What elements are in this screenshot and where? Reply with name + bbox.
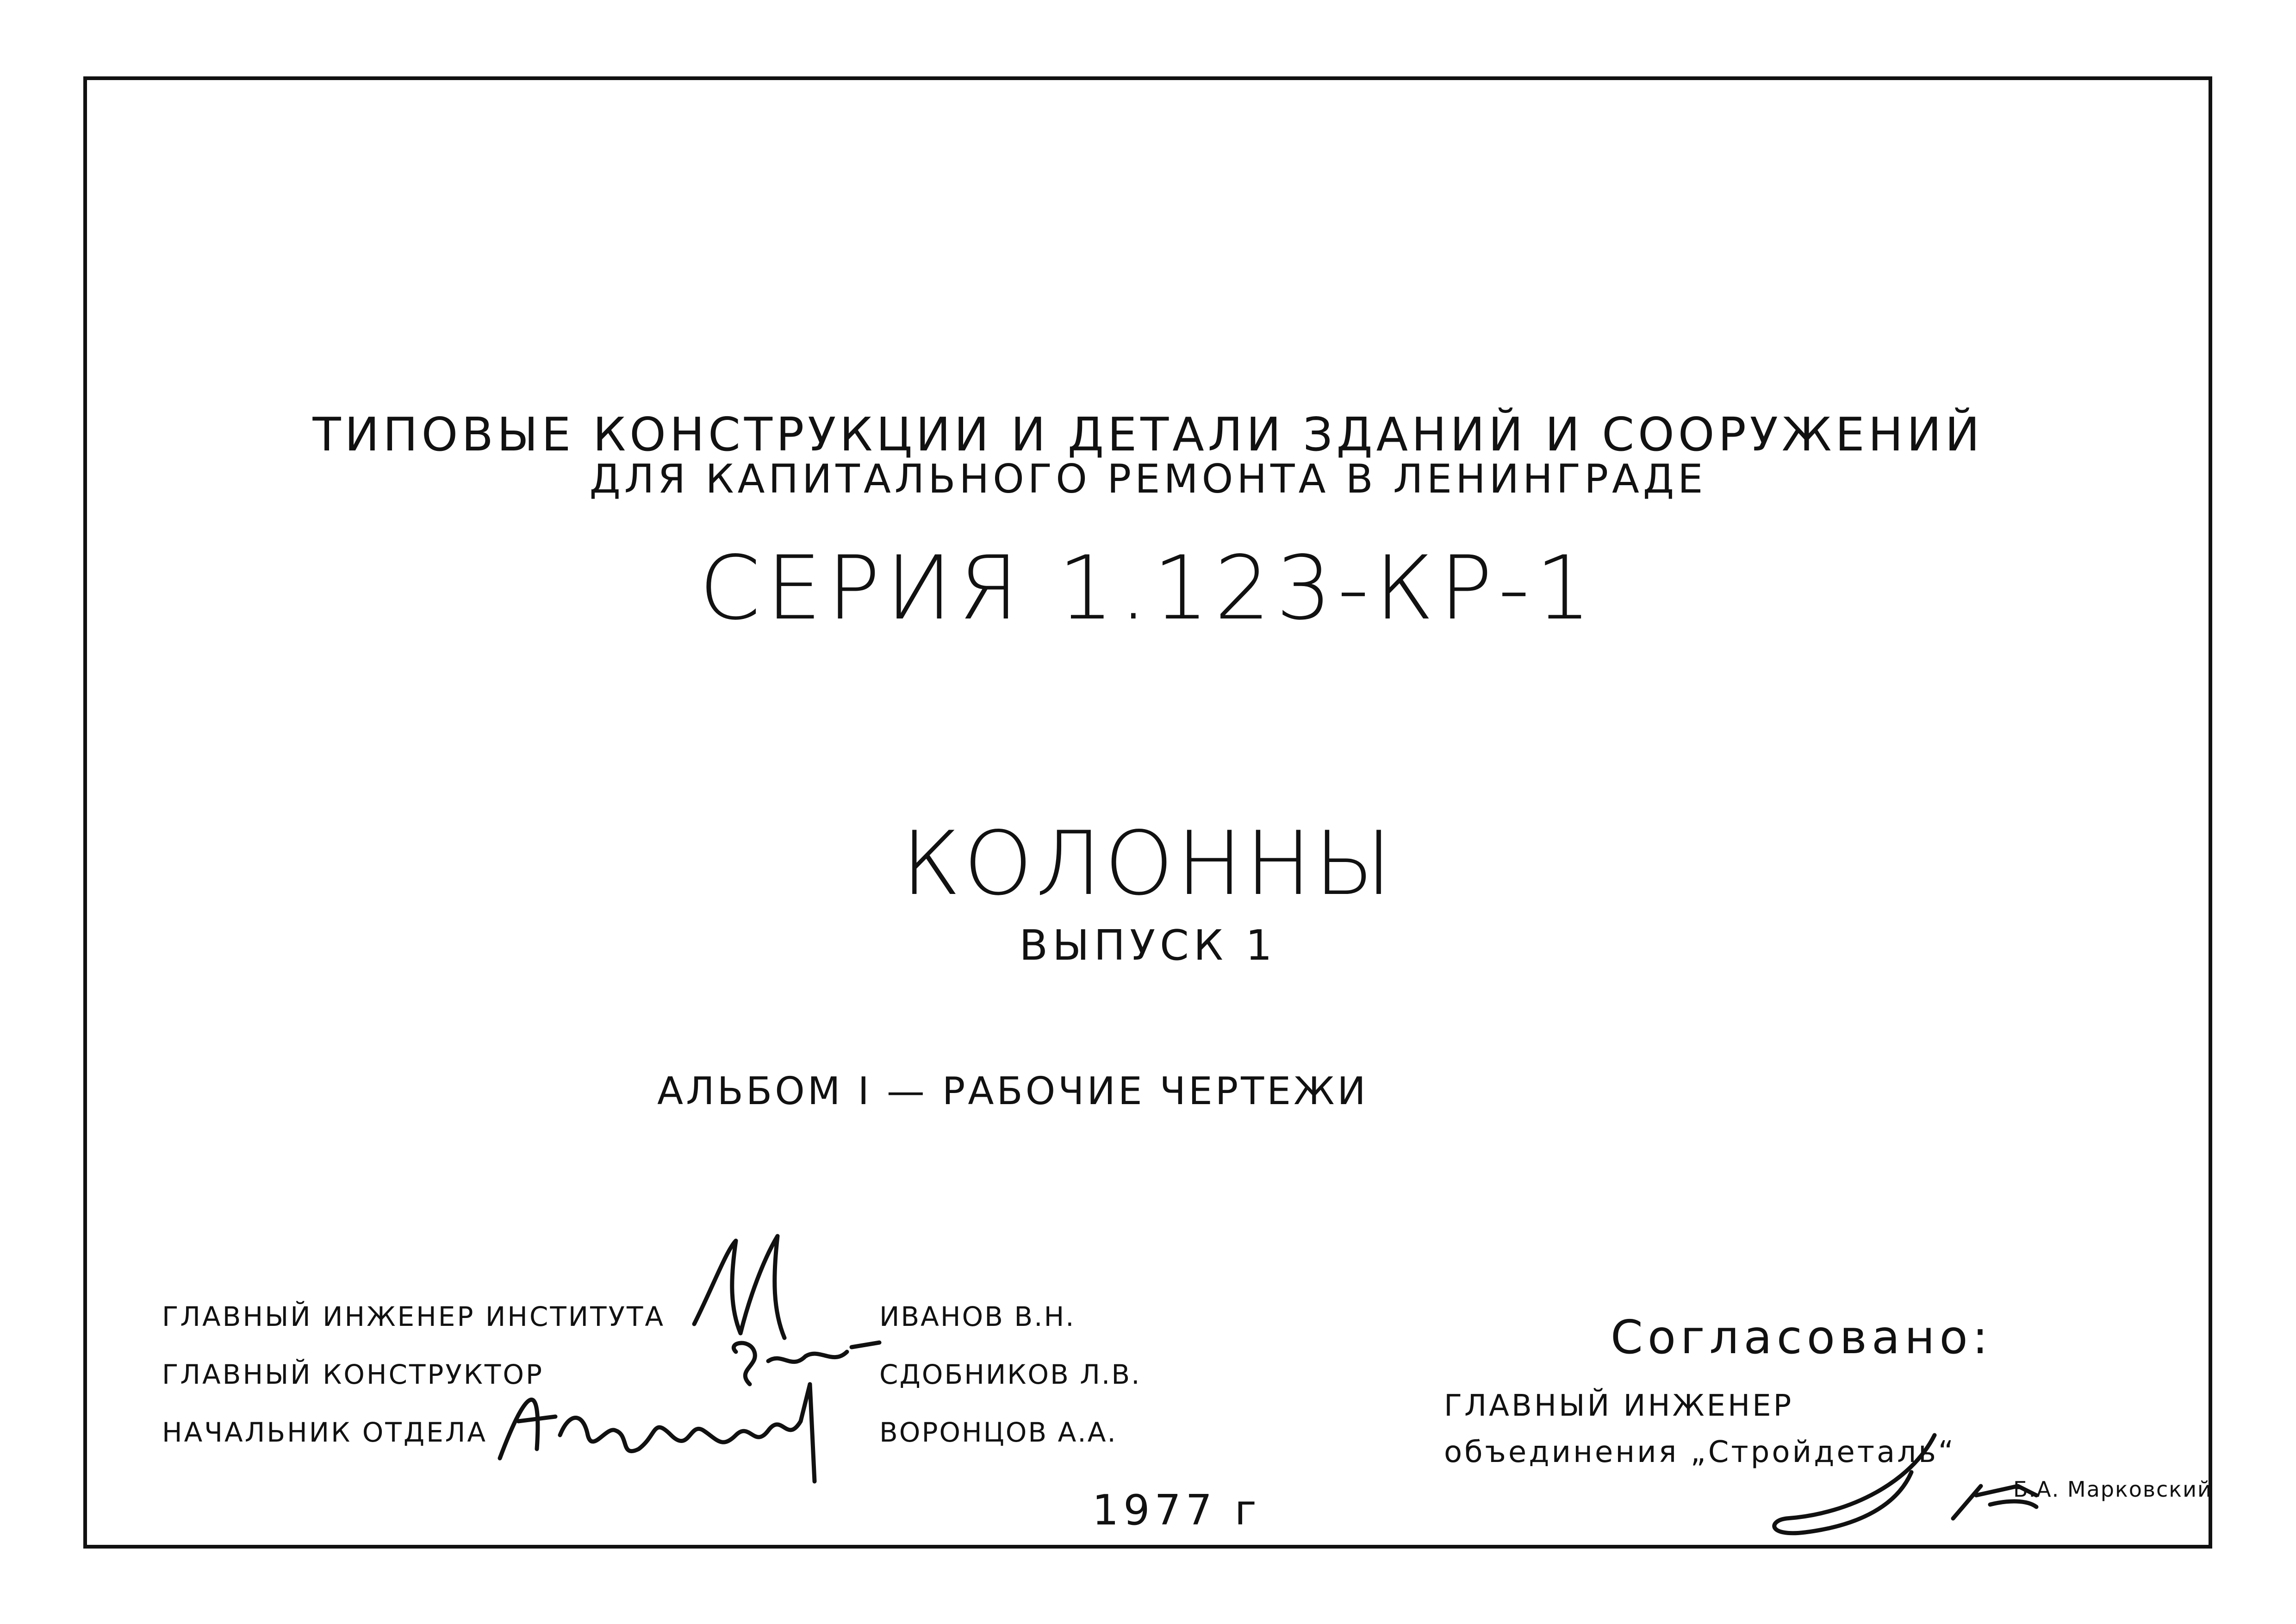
- signature-role-chief-designer: ГЛАВНЫЙ КОНСТРУКТОР: [162, 1359, 544, 1390]
- series-title: СЕРИЯ 1.123-КР-1: [699, 537, 1597, 639]
- header-line-2: ДЛЯ КАПИТАЛЬНОГО РЕМОНТА В ЛЕНИНГРАДЕ: [589, 456, 1707, 502]
- agreed-name: Б.А. Марковский: [2013, 1477, 2212, 1502]
- issue-number: ВЫПУСК 1: [1019, 921, 1277, 970]
- agreed-role-line-1: ГЛАВНЫЙ ИНЖЕНЕР: [1444, 1389, 1794, 1423]
- signature-name-ivanov: ИВАНОВ В.Н.: [879, 1301, 1076, 1332]
- agreed-heading: Согласовано:: [1611, 1310, 1993, 1364]
- signature-name-vorontsov: ВОРОНЦОВ А.А.: [879, 1417, 1117, 1448]
- document-title: КОЛОННЫ: [901, 812, 1395, 915]
- agreed-role-line-2: объединения „Стройдеталь“: [1444, 1435, 1956, 1469]
- signature-name-sdobnikov: СДОБНИКОВ Л.В.: [879, 1359, 1141, 1390]
- handwritten-signature-vorontsov: [491, 1366, 842, 1486]
- year: 1977 г: [1092, 1486, 1261, 1535]
- album-title: АЛЬБОМ I — РАБОЧИЕ ЧЕРТЕЖИ: [657, 1069, 1369, 1113]
- signature-role-chief-engineer: ГЛАВНЫЙ ИНЖЕНЕР ИНСТИТУТА: [162, 1301, 666, 1332]
- handwritten-signature-ivanov: [685, 1231, 824, 1343]
- header-line-1: ТИПОВЫЕ КОНСТРУКЦИИ И ДЕТАЛИ ЗДАНИЙ И СООРУЖЕНИЙ: [312, 407, 1984, 462]
- handwritten-signature-markovsky: [1759, 1426, 2046, 1546]
- signature-role-department-head: НАЧАЛЬНИК ОТДЕЛА: [162, 1417, 488, 1448]
